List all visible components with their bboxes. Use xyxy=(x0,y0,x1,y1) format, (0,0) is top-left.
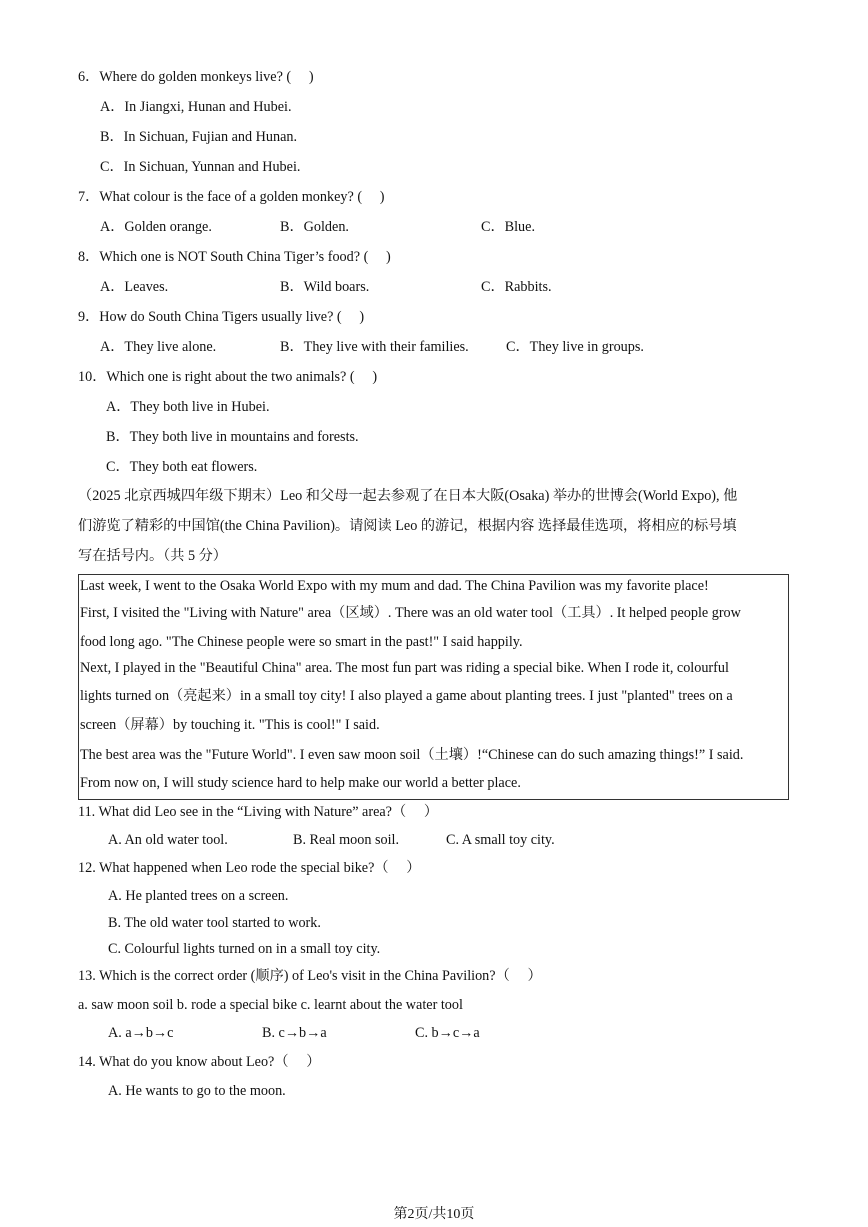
question-6-option-b[interactable]: B．In Sichuan, Fujian and Hunan. xyxy=(100,129,298,145)
question-11-stem: 11. What did Leo see in the “Living with Nature” area?（ ） xyxy=(78,804,439,820)
question-10-option-a[interactable]: A．They both live in Hubei. xyxy=(106,399,270,415)
question-8-stem: 8．Which one is NOT South China Tiger’s food? ( ) xyxy=(78,249,391,265)
question-8-option-c[interactable]: C．Rabbits. xyxy=(481,279,552,295)
reading-passage-box xyxy=(78,574,789,800)
question-11-option-b[interactable]: B. Real moon soil. xyxy=(293,832,400,848)
question-12-option-a[interactable]: A. He planted trees on a screen. xyxy=(108,888,289,904)
question-11-option-c[interactable]: C. A small toy city. xyxy=(446,832,555,848)
question-6-stem: 6．Where do golden monkeys live? ( ) xyxy=(78,69,314,85)
question-9-option-a[interactable]: A．They live alone. xyxy=(100,339,217,355)
passage-line: From now on, I will study science hard to help make our world a better place. xyxy=(80,775,521,791)
question-8-option-b[interactable]: B．Wild boars. xyxy=(280,279,370,295)
passage-line: lights turned on（亮起来）in a small toy city! I also played a game about planting trees. I just "planted" trees on a xyxy=(80,688,733,704)
question-9-stem: 9．How do South China Tigers usually live? ( ) xyxy=(78,309,365,325)
question-13-option-b[interactable]: B. c→b→a xyxy=(262,1025,327,1041)
passage-line: Next, I played in the "Beautiful China" area. The most fun part was riding a special bike. When I rode it, colourful xyxy=(80,660,729,676)
page-number-footer: 第2页/共10页 xyxy=(393,1207,475,1222)
question-12-option-b[interactable]: B. The old water tool started to work. xyxy=(108,915,321,931)
passage-line: screen（屏幕）by touching it. "This is cool!" I said. xyxy=(80,717,380,733)
question-14-option-a[interactable]: A. He wants to go to the moon. xyxy=(108,1083,286,1099)
question-12-stem: 12. What happened when Leo rode the special bike?（ ） xyxy=(78,860,421,876)
question-7-option-b[interactable]: B．Golden. xyxy=(280,219,349,235)
passage-line: Last week, I went to the Osaka World Expo with my mum and dad. The China Pavilion was my favorite place! xyxy=(80,578,709,594)
question-6-option-c[interactable]: C．In Sichuan, Yunnan and Hubei. xyxy=(100,159,301,175)
question-9-option-c[interactable]: C．They live in groups. xyxy=(506,339,644,355)
question-9-option-b[interactable]: B．They live with their families. xyxy=(280,339,469,355)
question-7-option-c[interactable]: C．Blue. xyxy=(481,219,535,235)
question-13-option-c[interactable]: C. b→c→a xyxy=(415,1025,480,1041)
question-13-option-a[interactable]: A. a→b→c xyxy=(108,1025,174,1041)
question-7-stem: 7．What colour is the face of a golden monkey? ( ) xyxy=(78,189,385,205)
passage-line: First, I visited the "Living with Nature" area（区域）. There was an old water tool（工具）. It helped people grow xyxy=(80,605,741,621)
passage-line: food long ago. "The Chinese people were so smart in the past!" I said happily. xyxy=(80,634,523,650)
section-intro-line-3: 写在括号内。（共 5 分） xyxy=(78,548,227,564)
section-intro-line-1: （2025 北京西城四年级下期末）Leo 和父母一起去参观了在日本大阪(Osaka) 举办的世博会(World Expo), 他 xyxy=(78,488,738,504)
question-13-stem: 13. Which is the correct order (顺序) of Leo's visit in the China Pavilion?（ ） xyxy=(78,968,542,984)
question-10-option-b[interactable]: B．They both live in mountains and forests. xyxy=(106,429,359,445)
question-10-option-c[interactable]: C．They both eat flowers. xyxy=(106,459,258,475)
question-11-option-a[interactable]: A. An old water tool. xyxy=(108,832,228,848)
question-10-stem: 10．Which one is right about the two animals? ( ) xyxy=(78,369,378,385)
section-intro-line-2: 们游览了精彩的中国馆(the China Pavilion)。请阅读 Leo 的游记，根据内容 选择最佳选项，将相应的标号填 xyxy=(78,518,737,534)
question-12-option-c[interactable]: C. Colourful lights turned on in a small toy city. xyxy=(108,941,381,957)
question-13-note: a. saw moon soil b. rode a special bike c. learnt about the water tool xyxy=(78,997,463,1013)
question-7-option-a[interactable]: A．Golden orange. xyxy=(100,219,212,235)
question-6-option-a[interactable]: A．In Jiangxi, Hunan and Hubei. xyxy=(100,99,292,115)
question-8-option-a[interactable]: A．Leaves. xyxy=(100,279,169,295)
passage-line: The best area was the "Future World". I even saw moon soil（土壤）!“Chinese can do such amazing things!” I said. xyxy=(80,747,744,763)
question-14-stem: 14. What do you know about Leo?（ ） xyxy=(78,1054,321,1070)
